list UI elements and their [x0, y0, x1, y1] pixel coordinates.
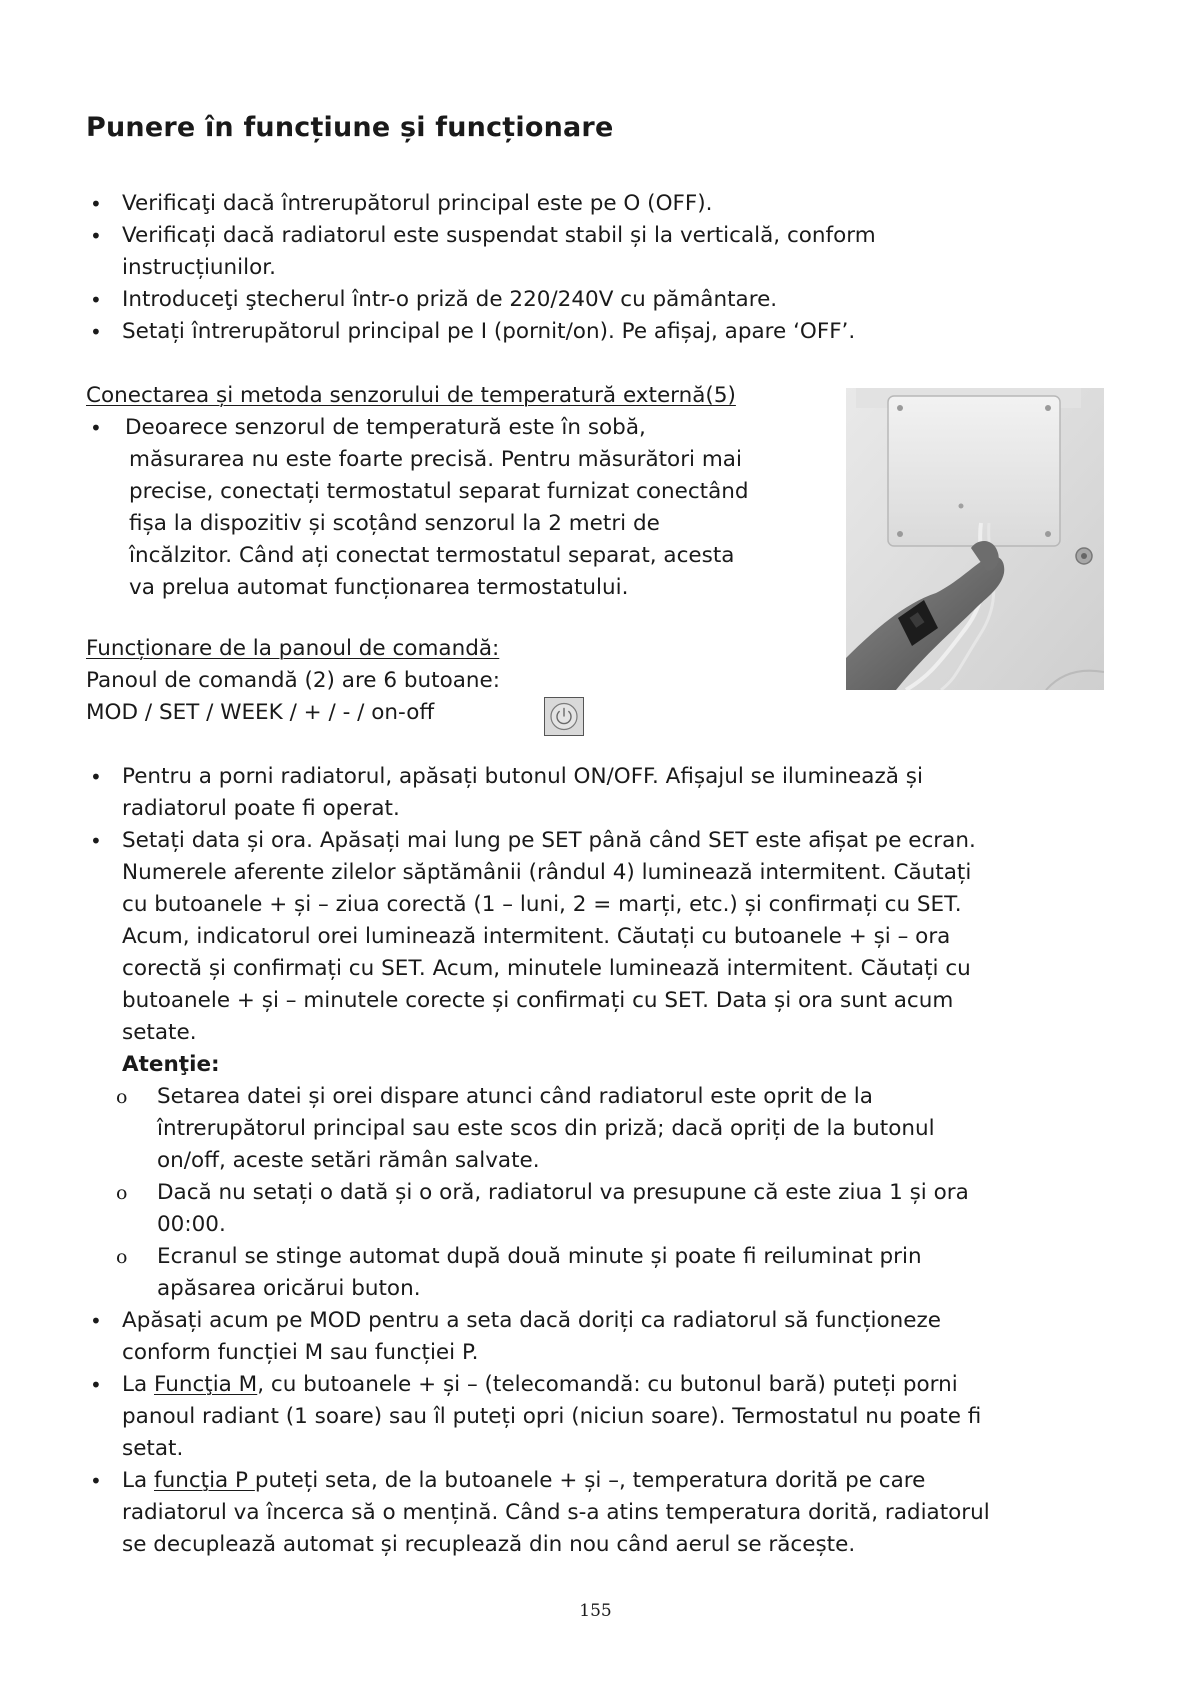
bullet-set-line-7: setate. [122, 1020, 197, 1045]
intro-bullet-2-line-1: Verificați dacă radiatorul este suspendat stabil și la verticală, conform [122, 223, 876, 248]
bullet-mod-line-2: conform funcției M sau funcției P. [122, 1340, 479, 1365]
bullet-m-line-3: setat. [122, 1436, 184, 1461]
bullet-glyph: • [90, 765, 102, 789]
sensor-line-2: măsurarea nu este foarte precisă. Pentru măsurători mai [129, 447, 742, 472]
bullet-glyph: • [90, 224, 102, 248]
intro-bullet-2-line-2: instrucțiunilor. [122, 255, 276, 280]
sub-bullet-glyph: o [116, 1182, 128, 1204]
bullet-m-line-2: panoul radiant (1 soare) sau îl puteți opri (niciun soare). Termostatul nu poate fi [122, 1404, 982, 1429]
bullet-glyph: • [90, 829, 102, 853]
bullet-set-line-4: Acum, indicatorul orei luminează intermitent. Căutați cu butoanele + și – ora [122, 924, 951, 949]
sub-2-line-1: Dacă nu setați o dată și o oră, radiatorul va presupune că este ziua 1 și ora [157, 1180, 969, 1205]
attention-label: Atenţie: [122, 1052, 220, 1077]
bullet-on-line-1: Pentru a porni radiatorul, apăsați butonul ON/OFF. Afișajul se iluminează și [122, 764, 923, 789]
sub-1-line-3: on/off, aceste setări rămân salvate. [157, 1148, 540, 1173]
function-p-link: funcţia P [154, 1468, 255, 1493]
panel-line-2: MOD / SET / WEEK / + / - / on-off [86, 700, 435, 725]
sub-bullet-glyph: o [116, 1246, 128, 1268]
sub-1-line-2: întrerupătorul principal sau este scos din priză; dacă opriți de la butonul [157, 1116, 935, 1141]
power-icon [545, 698, 583, 735]
sensor-line-3: precise, conectați termostatul separat furnizat conectând [129, 479, 749, 504]
sensor-line-4: fișa la dispozitiv și scoțând senzorul la 2 metri de [129, 511, 660, 536]
bullet-m-line-1 [122, 1369, 958, 1401]
bullet-set-line-2: Numerele aferente zilelor săptămânii (rândul 4) luminează intermitent. Căutați [122, 860, 972, 885]
bullet-m-prefix: La [122, 1372, 154, 1397]
bullet-glyph: • [90, 288, 102, 312]
bullet-glyph: • [90, 1469, 102, 1493]
bullet-set-line-1: Setați data și ora. Apăsați mai lung pe SET până când SET este afișat pe ecran. [122, 828, 976, 853]
bullet-p-line-1 [122, 1465, 925, 1497]
bullet-glyph: • [90, 416, 102, 440]
sensor-line-5: încălzitor. Când ați conectat termostatul separat, acesta [129, 543, 735, 568]
function-m-link: Funcţia M [154, 1372, 258, 1397]
intro-bullet-4: Setați întrerupătorul principal pe I (pornit/on). Pe afișaj, apare ‘OFF’. [122, 319, 856, 344]
bullet-set-line-3: cu butoanele + și – ziua corectă (1 – luni, 2 = marți, etc.) și confirmați cu SET. [122, 892, 962, 917]
intro-bullet-3: Introduceţi ştecherul într-o priză de 220/240V cu pământare. [122, 287, 778, 312]
bullet-glyph: • [90, 1373, 102, 1397]
page-number: 155 [579, 1601, 612, 1621]
sensor-heading: Conectarea și metoda senzorului de temperatură externă(5) [86, 383, 736, 408]
bullet-mod-line-1: Apăsați acum pe MOD pentru a seta dacă doriți ca radiatorul să funcționeze [122, 1308, 942, 1333]
bullet-set-line-5: corectă și confirmați cu SET. Acum, minutele luminează intermitent. Căutați cu [122, 956, 971, 981]
sub-3-line-2: apăsarea oricărui buton. [157, 1276, 421, 1301]
bullet-m-rest: , cu butoanele + și – (telecomandă: cu butonul bară) puteți porni [257, 1372, 958, 1397]
page-title: Punere în funcțiune și funcționare [86, 112, 614, 143]
bullet-p-prefix: La [122, 1468, 154, 1493]
panel-line-1: Panoul de comandă (2) are 6 butoane: [86, 668, 501, 693]
sensor-line-6: va prelua automat funcționarea termostatului. [129, 575, 629, 600]
bullet-glyph: • [90, 320, 102, 344]
sensor-photo [846, 388, 1104, 690]
bullet-glyph: • [90, 192, 102, 216]
power-button-image [544, 697, 584, 736]
bullet-on-line-2: radiatorul poate fi operat. [122, 796, 400, 821]
bullet-set-line-6: butoanele + și – minutele corecte și confirmați cu SET. Data și ora sunt acum [122, 988, 954, 1013]
sensor-photo-illustration [846, 388, 1104, 690]
sub-1-line-1: Setarea datei și orei dispare atunci când radiatorul este oprit de la [157, 1084, 873, 1109]
bullet-p-line-2: radiatorul va încerca să o mențină. Când s-a atins temperatura dorită, radiatorul [122, 1500, 990, 1525]
sub-2-line-2: 00:00. [157, 1212, 226, 1237]
sensor-line-1: Deoarece senzorul de temperatură este în sobă, [125, 415, 646, 440]
sub-bullet-glyph: o [116, 1086, 128, 1108]
sub-3-line-1: Ecranul se stinge automat după două minute și poate fi reiluminat prin [157, 1244, 922, 1269]
bullet-p-line-3: se decuplează automat și recuplează din nou când aerul se răcește. [122, 1532, 856, 1557]
bullet-p-rest: puteți seta, de la butoanele + și –, temperatura dorită pe care [254, 1468, 926, 1493]
intro-bullet-1: Verificaţi dacă întrerupătorul principal este pe O (OFF). [122, 191, 713, 216]
bullet-glyph: • [90, 1309, 102, 1333]
panel-heading: Funcționare de la panoul de comandă: [86, 636, 500, 661]
